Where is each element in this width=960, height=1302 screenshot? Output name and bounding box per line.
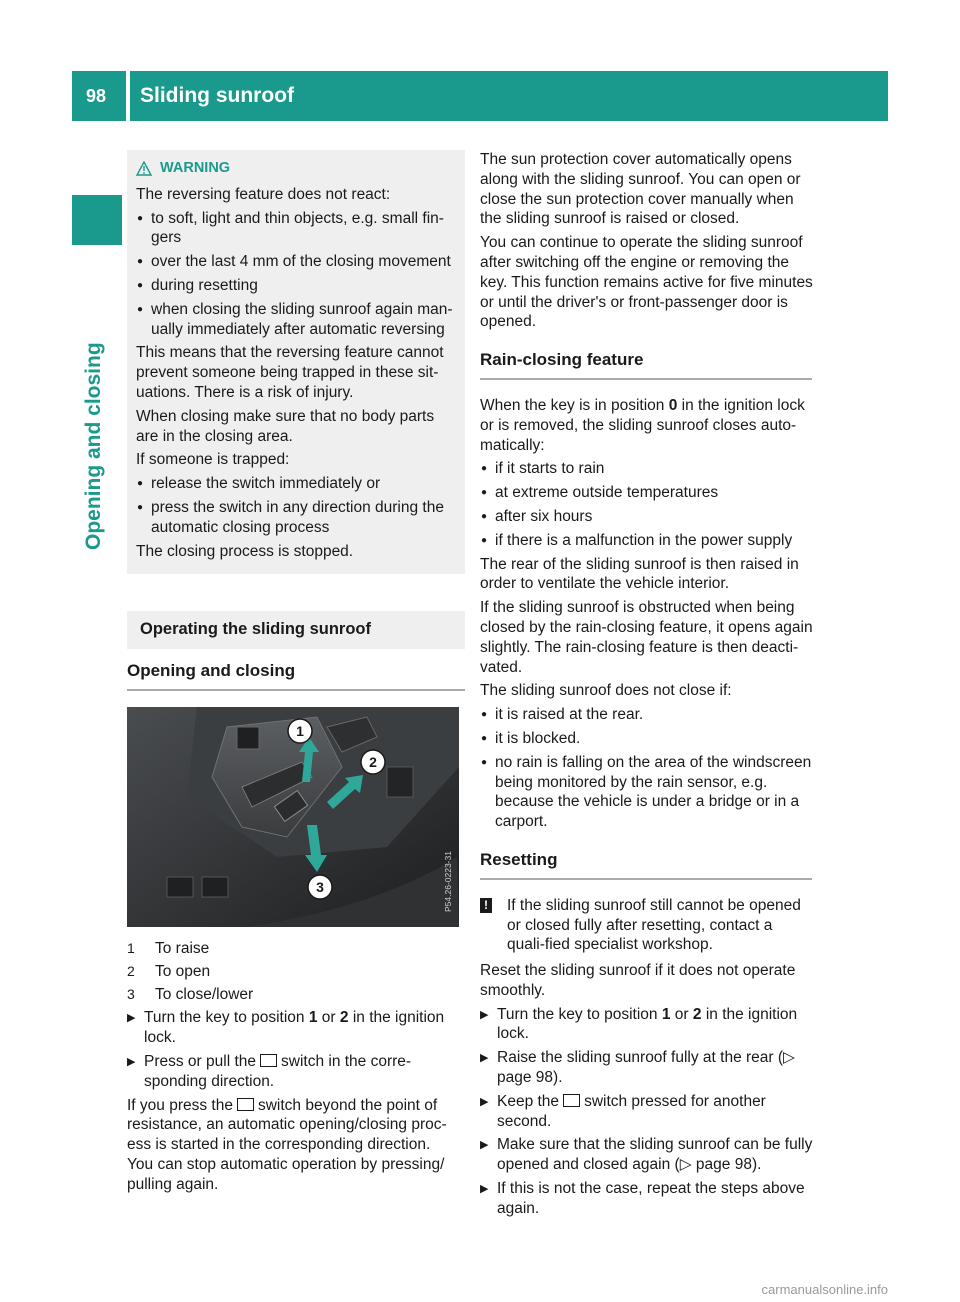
subsection-heading: Opening and closing <box>127 661 465 691</box>
list-item: ● to soft, light and thin objects, e.g. small fin-gers <box>136 209 456 249</box>
sunroof-switch-illustration <box>127 707 459 927</box>
resetting-heading: Resetting <box>480 850 812 880</box>
page-number-box <box>72 71 126 121</box>
step-item: ▶ Keep the switch pressed for another second. <box>480 1092 813 1132</box>
photo-code: P54.26-0223-31 <box>443 850 453 912</box>
warning-label: WARNING <box>160 160 231 176</box>
exclamation-icon: ! <box>480 898 492 913</box>
right-column <box>480 150 813 1223</box>
legend-item <box>127 985 460 1005</box>
warning-bullets <box>136 209 456 340</box>
page-title: Sliding sunroof <box>140 84 294 107</box>
list-item: ● when closing the sliding sunroof again man-ually immediately after automatic reversing <box>136 300 456 340</box>
warning-para: When closing make sure that no body parts are in the closing area. <box>136 407 435 445</box>
legend-text: To raise <box>155 939 210 957</box>
legend-number: 1 <box>127 939 135 956</box>
list-item: ● after six hours <box>480 507 813 527</box>
list-item: ● it is raised at the rear. <box>480 705 813 725</box>
page-header <box>72 71 888 121</box>
chapter-tab <box>72 195 122 245</box>
warning-para: If someone is trapped: <box>136 451 290 469</box>
step-item: ▶ Turn the key to position 1 or 2 in the ignition lock. <box>127 1008 460 1048</box>
list-item: ● over the last 4 mm of the closing movement <box>136 252 456 272</box>
legend-list <box>120 939 460 1195</box>
list-item: ● press the switch in any direction during the automatic closing process <box>136 498 456 538</box>
notice-box <box>480 896 813 955</box>
list-item: ● if it starts to rain <box>480 459 813 479</box>
body-paragraph: You can continue to operate the sliding sunroof after switching off the engine or removing the key. This function remains active for five minutes or until the driver's or front-passenger door is opened. <box>480 234 813 331</box>
body-paragraph: Reset the sliding sunroof if it does not operate smoothly. <box>480 962 796 999</box>
switch-icon <box>563 1094 580 1107</box>
legend-number: 2 <box>127 962 135 979</box>
legend-item <box>127 939 460 959</box>
svg-text:1: 1 <box>296 722 304 739</box>
legend-text: To close/lower <box>155 985 254 1003</box>
body-paragraph: The sun protection cover automatically opens along with the sliding sunroof. You can open or close the sun protection cover manually when the sliding sunroof is raised or closed. <box>480 151 801 228</box>
chapter-label: Opening and closing <box>82 342 105 550</box>
body-paragraph: If you press the switch beyond the point of resistance, an automatic opening/closing proc-ess is started in the corresponding direction. You can stop automatic operation by pressing/ pulling again. <box>127 1096 447 1193</box>
body-paragraph: The rear of the sliding sunroof is then raised in order to ventilate the vehicle interior. <box>480 555 799 593</box>
notice-text: If the sliding sunroof still cannot be opened or closed fully after resetting, contact a quali-fied specialist workshop. <box>507 896 801 954</box>
svg-text:2: 2 <box>369 753 377 770</box>
body-paragraph: If the sliding sunroof is obstructed when being closed by the rain-closing feature, it opens again slightly. The rain-closing feature is then deacti-vated. <box>480 599 813 676</box>
list-item: ● during resetting <box>136 276 456 296</box>
list-item: ● release the switch immediately or <box>136 474 456 494</box>
rain-closing-heading: Rain-closing feature <box>480 350 812 380</box>
rain-bullets-2 <box>480 705 813 832</box>
list-item: ● if there is a malfunction in the power supply <box>480 531 813 551</box>
switch-icon <box>260 1054 277 1067</box>
legend-item <box>127 962 460 982</box>
step-item: ▶ Turn the key to position 1 or 2 in the ignition lock. <box>480 1005 813 1045</box>
legend-text: To open <box>155 962 211 980</box>
warning-para: This means that the reversing feature cannot prevent someone being trapped in these sit-uations. There is a risk of injury. <box>136 344 444 401</box>
body-paragraph: The sliding sunroof does not close if: <box>480 682 732 700</box>
reset-steps <box>480 1005 813 1219</box>
warning-bullets-2 <box>136 474 456 537</box>
warning-intro: The reversing feature does not react: <box>136 185 391 203</box>
switch-icon <box>237 1098 254 1111</box>
sunroof-switch-photo <box>127 707 459 927</box>
watermark-text: carmanualsonline.info <box>761 1282 888 1297</box>
steps-list <box>127 1008 460 1091</box>
rain-bullets <box>480 459 813 550</box>
header-divider <box>126 71 130 121</box>
step-item: ▶ Make sure that the sliding sunroof can be fully opened and closed again (▷ page 98). <box>480 1135 813 1175</box>
page-number: 98 <box>86 86 107 106</box>
section-heading: Operating the sliding sunroof <box>127 611 465 649</box>
svg-text:3: 3 <box>316 878 324 895</box>
step-item: ▶ If this is not the case, repeat the steps above again. <box>480 1179 813 1219</box>
legend-number: 3 <box>127 985 135 1002</box>
step-item: ▶ Raise the sliding sunroof fully at the rear (▷ page 98). <box>480 1048 813 1088</box>
warning-triangle-icon <box>136 161 152 176</box>
list-item: ● no rain is falling on the area of the windscreen being monitored by the rain sensor, e.g. because the vehicle is under a bridge or in a carport. <box>480 753 813 832</box>
left-column <box>120 150 460 1199</box>
list-item: ● at extreme outside temperatures <box>480 483 813 503</box>
list-item: ● it is blocked. <box>480 729 813 749</box>
body-paragraph: When the key is in position 0 in the ignition lock or is removed, the sliding sunroof closes auto-matically: <box>480 396 805 454</box>
warning-para: The closing process is stopped. <box>136 542 354 560</box>
step-item: ▶ Press or pull the switch in the corre-sponding direction. <box>127 1052 460 1092</box>
warning-heading <box>136 159 456 179</box>
warning-box <box>127 150 465 574</box>
